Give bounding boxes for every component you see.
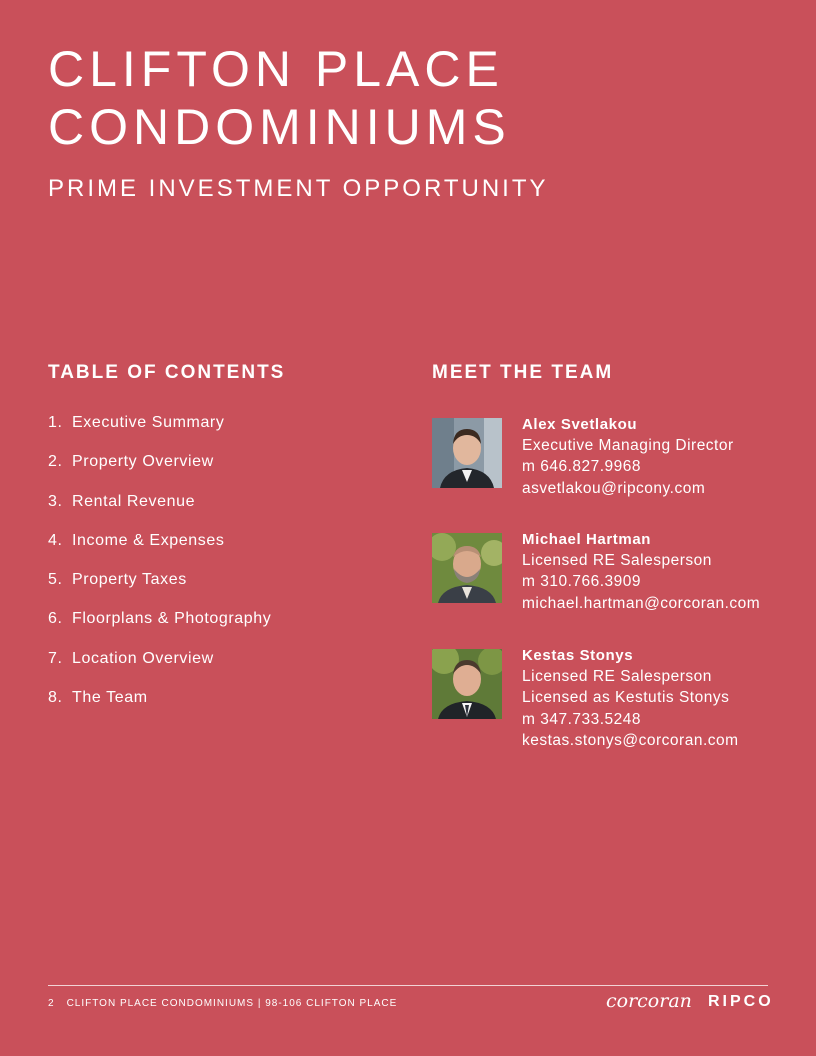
member-name: Kestas Stonys [522, 647, 634, 664]
member-name: Alex Svetlakou [522, 416, 638, 433]
member-title: Licensed RE Salesperson [522, 552, 712, 569]
toc-heading: TABLE OF CONTENTS [48, 362, 286, 383]
avatar-photo [432, 533, 502, 603]
toc-item-number: 7. [48, 649, 63, 667]
member-phone[interactable]: m 310.766.3909 [522, 573, 642, 591]
toc-item-number: 4. [48, 531, 63, 549]
member-email[interactable]: kestas.stonys@corcoran.com [522, 731, 739, 749]
toc-item-number: 8. [48, 689, 63, 707]
document-title [48, 40, 511, 156]
member-phone[interactable]: m 646.827.9968 [522, 458, 642, 476]
member-email[interactable]: michael.hartman@corcoran.com [522, 594, 761, 612]
toc-item-income-expenses[interactable] [48, 532, 271, 571]
toc-item-label: Floorplans & Photography [72, 610, 272, 628]
toc-item-number: 3. [48, 492, 63, 510]
document-subtitle: PRIME INVESTMENT OPPORTUNITY [48, 175, 549, 202]
toc-item-property-overview[interactable] [48, 453, 271, 492]
toc-item-label: Property Overview [72, 453, 214, 471]
team-heading: MEET THE TEAM [432, 362, 614, 383]
ripco-logo: RIPCO [708, 993, 774, 1010]
toc-item-floorplans-photography[interactable] [48, 610, 271, 649]
table-of-contents [48, 414, 271, 728]
toc-item-the-team[interactable] [48, 689, 271, 728]
avatar-photo [432, 418, 502, 488]
toc-item-label: Location Overview [72, 649, 214, 667]
member-title: Licensed RE Salesperson [522, 668, 712, 685]
member-title: Executive Managing Director [522, 437, 734, 454]
toc-item-location-overview[interactable] [48, 650, 271, 689]
page-number: 2 [48, 998, 55, 1009]
toc-item-number: 6. [48, 610, 63, 628]
member-license-name: Licensed as Kestutis Stonys [522, 689, 730, 707]
toc-item-property-taxes[interactable] [48, 571, 271, 610]
avatar-photo [432, 649, 502, 719]
toc-item-label: Income & Expenses [72, 531, 225, 549]
toc-item-label: Rental Revenue [72, 492, 196, 510]
title-line-1: CLIFTON PLACE [48, 41, 504, 97]
footer-caption: CLIFTON PLACE CONDOMINIUMS | 98-106 CLIFTON PLACE [66, 998, 398, 1009]
toc-item-label: Property Taxes [72, 571, 187, 589]
toc-item-number: 1. [48, 414, 63, 431]
toc-item-label: Executive Summary [72, 414, 225, 431]
toc-item-number: 2. [48, 453, 63, 471]
member-phone[interactable]: m 347.733.5248 [522, 710, 642, 728]
footer-divider [48, 985, 768, 986]
title-line-2: CONDOMINIUMS [48, 99, 511, 155]
toc-item-rental-revenue[interactable] [48, 493, 271, 532]
toc-item-executive-summary[interactable] [48, 414, 271, 453]
toc-item-number: 5. [48, 571, 63, 589]
member-email[interactable]: asvetlakou@ripcony.com [522, 479, 706, 497]
member-name: Michael Hartman [522, 531, 652, 548]
footer-text [48, 998, 397, 1009]
corcoran-logo: corcoran [606, 990, 692, 1012]
toc-item-label: The Team [72, 689, 148, 707]
